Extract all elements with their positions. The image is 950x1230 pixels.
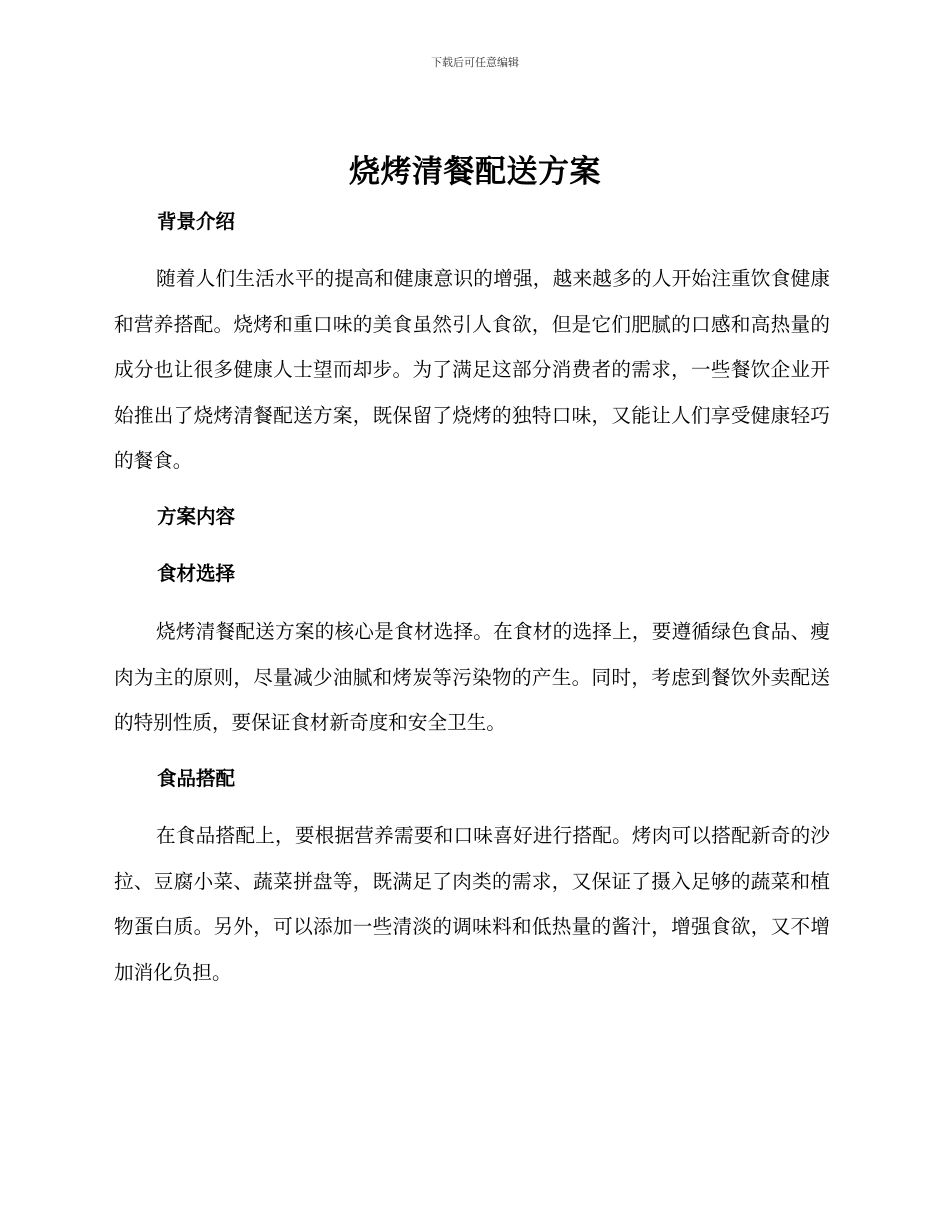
- heading-ingredients: 食材选择: [157, 562, 236, 585]
- heading-pairing: 食品搭配: [157, 767, 236, 790]
- header-note: 下载后可任意编辑: [431, 56, 519, 69]
- paragraph-background: 随着人们生活水平的提高和健康意识的增强，越来越多的人开始注重饮食健康和营养搭配。烧烤和重口味的美食虽然引人食欲，但是它们肥腻的口感和高热量的成分也让很多健康人士望而却步。为了满足这部分消费者的需求，一些餐饮企业开始推出了烧烤清餐配送方案，既保留了烧烤的独特口味，又能让人们享受健康轻巧的餐食。: [114, 267, 830, 472]
- document-title: 烧烤清餐配送方案: [349, 154, 601, 190]
- heading-plan: 方案内容: [157, 505, 236, 528]
- paragraph-ingredients: 烧烤清餐配送方案的核心是食材选择。在食材的选择上，要遵循绿色食品、瘦肉为主的原则，尽量减少油腻和烤炭等污染物的产生。同时，考虑到餐饮外卖配送的特别性质，要保证食材新奇度和安全卫生。: [114, 620, 830, 734]
- paragraph-pairing: 在食品搭配上，要根据营养需要和口味喜好进行搭配。烤肉可以搭配新奇的沙拉、豆腐小菜、蔬菜拼盘等，既满足了肉类的需求，又保证了摄入足够的蔬菜和植物蛋白质。另外，可以添加一些清淡的调味料和低热量的酱汁，增强食欲，又不增加消化负担。: [114, 824, 830, 984]
- heading-background: 背景介绍: [157, 210, 236, 233]
